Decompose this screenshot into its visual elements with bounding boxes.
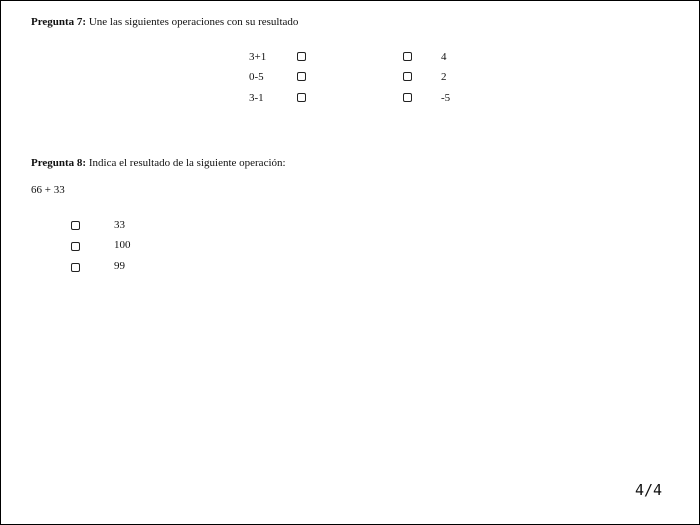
match-left-checkbox[interactable]	[297, 52, 306, 61]
match-left-item: 0-5	[249, 71, 264, 83]
match-left-checkbox[interactable]	[297, 93, 306, 102]
question-8-prompt: Indica el resultado de la siguiente operación:	[88, 157, 286, 169]
match-left-item: 3-1	[249, 92, 264, 104]
match-right-item: 4	[441, 51, 447, 63]
match-left-checkbox[interactable]	[297, 72, 306, 81]
option-checkbox[interactable]	[71, 242, 80, 251]
match-right-checkbox[interactable]	[403, 52, 412, 61]
match-left-item: 3+1	[249, 51, 267, 63]
option-checkbox[interactable]	[71, 263, 80, 272]
match-right-item: -5	[441, 92, 451, 104]
option-checkbox[interactable]	[71, 221, 80, 230]
option-label: 33	[114, 219, 125, 231]
match-right-item: 2	[441, 71, 447, 83]
question-7-header	[31, 16, 298, 28]
option-label: 99	[114, 260, 125, 272]
match-right-checkbox[interactable]	[403, 93, 412, 102]
page-number: 4/4	[635, 481, 663, 499]
option-label: 100	[114, 239, 131, 251]
match-right-checkbox[interactable]	[403, 72, 412, 81]
question-7-prompt: Une las siguientes operaciones con su resultado	[88, 16, 299, 28]
question-8-number: Pregunta 8:	[31, 157, 87, 169]
question-7-number: Pregunta 7:	[31, 16, 87, 28]
question-8-operation: 66 + 33	[31, 184, 65, 196]
question-8-header	[31, 157, 286, 169]
